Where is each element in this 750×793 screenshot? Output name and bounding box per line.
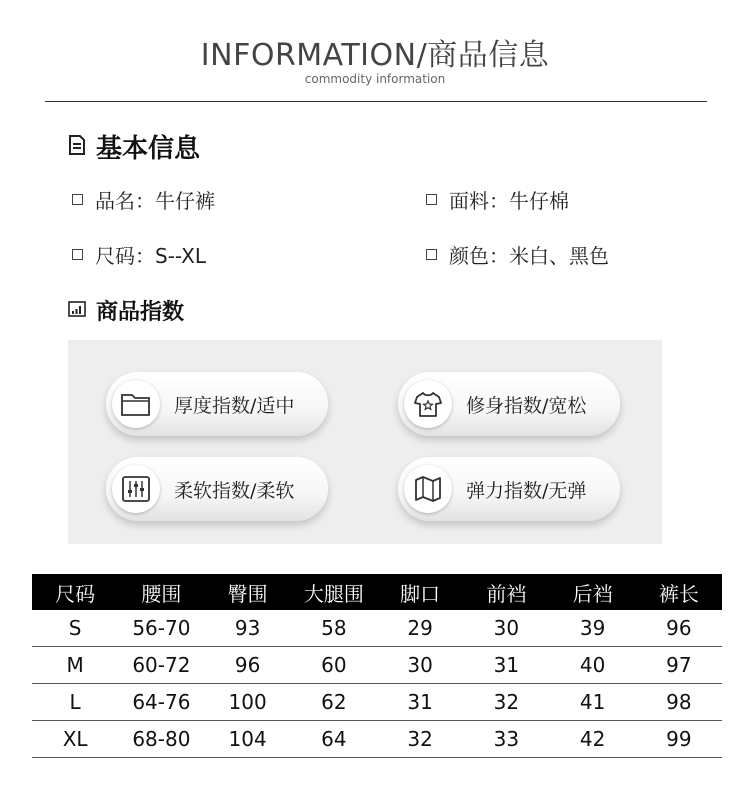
table-cell: 68-80 <box>118 721 204 758</box>
index-pill-thickness <box>106 372 328 436</box>
table-cell: 32 <box>377 721 463 758</box>
table-cell: 40 <box>550 647 636 684</box>
tshirt-icon <box>404 380 452 428</box>
info-item-label: 面料：牛仔棉 <box>449 189 569 213</box>
index-panel <box>68 340 662 544</box>
map-icon <box>404 465 452 513</box>
index-label: 弹力指数/无弹 <box>466 479 587 502</box>
product-index-section-title <box>68 295 184 326</box>
info-item-size <box>72 240 206 269</box>
table-cell: 33 <box>463 721 549 758</box>
table-cell: 99 <box>636 721 722 758</box>
basic-info-section-title <box>68 128 200 165</box>
folder-icon <box>112 380 160 428</box>
info-item-label: 尺码：S--XL <box>95 244 206 268</box>
table-cell: M <box>32 647 118 684</box>
table-row <box>32 647 722 684</box>
column-header: 前裆 <box>463 574 549 610</box>
table-row <box>32 684 722 721</box>
table-cell: 97 <box>636 647 722 684</box>
column-header: 裤长 <box>636 574 722 610</box>
bar-chart-icon <box>68 298 86 323</box>
index-label: 修身指数/宽松 <box>466 394 587 417</box>
column-header: 脚口 <box>377 574 463 610</box>
table-cell: 31 <box>463 647 549 684</box>
table-cell: 104 <box>205 721 291 758</box>
info-item-color <box>426 240 609 269</box>
index-pill-elasticity <box>398 457 620 521</box>
table-row <box>32 721 722 758</box>
table-cell: 29 <box>377 610 463 647</box>
product-index-title: 商品指数 <box>96 300 185 325</box>
checkbox-icon <box>72 249 83 260</box>
table-cell: 30 <box>377 647 463 684</box>
column-header: 腰围 <box>118 574 204 610</box>
table-cell: 62 <box>291 684 377 721</box>
table-cell: 100 <box>205 684 291 721</box>
table-cell: 32 <box>463 684 549 721</box>
table-cell: 93 <box>205 610 291 647</box>
checkbox-icon <box>426 194 437 205</box>
size-table <box>32 574 722 758</box>
checkbox-icon <box>72 194 83 205</box>
table-row <box>32 610 722 647</box>
header-subtitle: commodity information <box>304 72 446 86</box>
header-divider <box>45 101 707 102</box>
table-cell: 96 <box>205 647 291 684</box>
table-cell: 60 <box>291 647 377 684</box>
header-title: INFORMATION/商品信息 <box>200 38 550 73</box>
column-header: 大腿围 <box>291 574 377 610</box>
table-cell: 64-76 <box>118 684 204 721</box>
basic-info-title: 基本信息 <box>96 134 201 164</box>
info-item-fabric <box>426 185 569 214</box>
table-cell: 31 <box>377 684 463 721</box>
table-cell: 42 <box>550 721 636 758</box>
index-pill-softness <box>106 457 328 521</box>
table-cell: XL <box>32 721 118 758</box>
table-cell: 60-72 <box>118 647 204 684</box>
sliders-icon <box>112 465 160 513</box>
index-label: 柔软指数/柔软 <box>174 479 295 502</box>
table-cell: L <box>32 684 118 721</box>
document-icon <box>68 132 86 162</box>
table-cell: 58 <box>291 610 377 647</box>
index-label: 厚度指数/适中 <box>174 394 295 417</box>
column-header: 后裆 <box>550 574 636 610</box>
table-cell: 56-70 <box>118 610 204 647</box>
index-pill-fit <box>398 372 620 436</box>
table-cell: S <box>32 610 118 647</box>
info-item-label: 品名：牛仔裤 <box>95 189 215 213</box>
table-cell: 64 <box>291 721 377 758</box>
table-cell: 39 <box>550 610 636 647</box>
info-item-name <box>72 185 215 214</box>
checkbox-icon <box>426 249 437 260</box>
column-header: 尺码 <box>32 574 118 610</box>
info-item-label: 颜色：米白、黑色 <box>449 244 609 268</box>
table-cell: 41 <box>550 684 636 721</box>
table-cell: 96 <box>636 610 722 647</box>
table-cell: 30 <box>463 610 549 647</box>
column-header: 臀围 <box>205 574 291 610</box>
table-cell: 98 <box>636 684 722 721</box>
size-table-header <box>32 574 722 610</box>
